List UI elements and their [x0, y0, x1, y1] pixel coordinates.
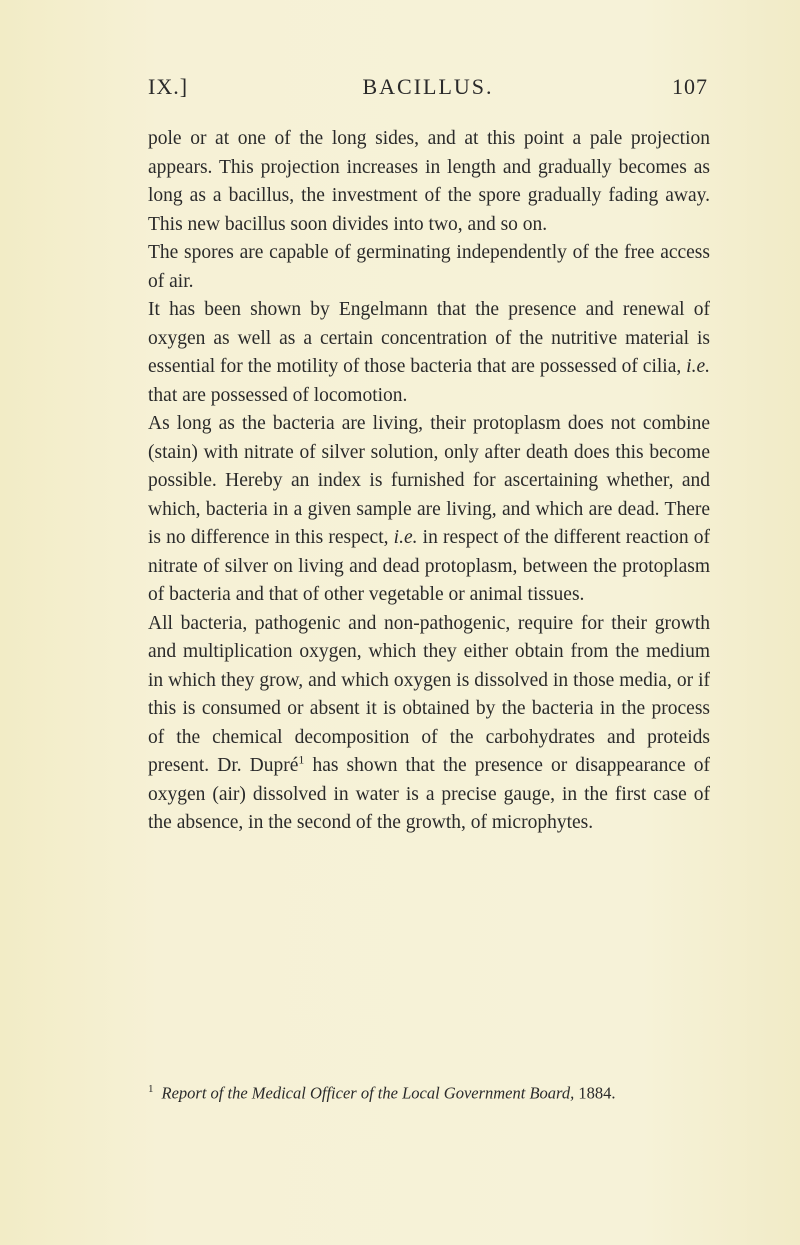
paragraph: [148, 410, 710, 610]
abbreviation: i.e.: [393, 527, 418, 548]
paragraph-text: has shown that the presence or disappearance of oxygen (air) dissolved in water is a precise gauge, in the first case of the absence, in the second of the growth, of microphytes.: [148, 755, 710, 833]
footnote: [148, 1078, 710, 1105]
paragraph-text: All bacteria, pathogenic and non-pathogenic, require for their growth and multiplication oxygen, which they either obtain from the medium in which they grow, and which oxygen is dissolved in those media, or if this is consumed or absent it is obtained by the bacteria in the process of the chemical decomposition of the carbohydrates and proteids present. Dr. Dupré: [148, 612, 710, 776]
body-text: [148, 125, 710, 838]
page-number: 107: [672, 74, 708, 99]
footnote-reference: 1: [298, 752, 305, 767]
footnote-mark: 1: [148, 1083, 154, 1095]
paragraph: pole or at one of the long sides, and at this point a pale projection appears. This projection increases in length and gradually becomes as long as a bacillus, the investment of the spore gradually fading away. This new bacillus soon divides into two, and so on.: [148, 128, 710, 235]
paragraph-text: As long as the bacteria are living, their protoplasm does not combine (stain) with nitrate of silver solution, only after death does this become possible. Hereby an index is furnished for ascertaining whether, and which, bacteria in a given sample are living, and which are dead. There is no difference in this respect, i.e. in respect of the different reaction of nitrate of silver on living and dead protoplasm, between the protoplasm of bacteria and that of other vegetable or animal tissues.: [148, 413, 710, 605]
paragraph: [148, 239, 710, 296]
abbreviation: i.e.: [686, 356, 710, 377]
footnote-title: Report of the Medical Officer of the Local Government Board,: [161, 1083, 575, 1103]
paragraph: [148, 610, 710, 838]
footnote-year: 1884.: [574, 1083, 616, 1103]
paragraph: [148, 296, 710, 410]
chapter-label: IX.]: [148, 74, 189, 99]
paragraph-text: It has been shown by Engelmann that the presence and renewal of oxygen as well as a certain concentration of the nutritive material is essential for the motility of those bacteria that are possessed of cilia, i.e. that are possessed of locomotion.: [148, 299, 710, 406]
paragraph-text: The spores are capable of germinating independently of the free access of air.: [148, 242, 710, 292]
running-header: [148, 74, 708, 104]
page-title: BACILLUS.: [362, 74, 494, 99]
